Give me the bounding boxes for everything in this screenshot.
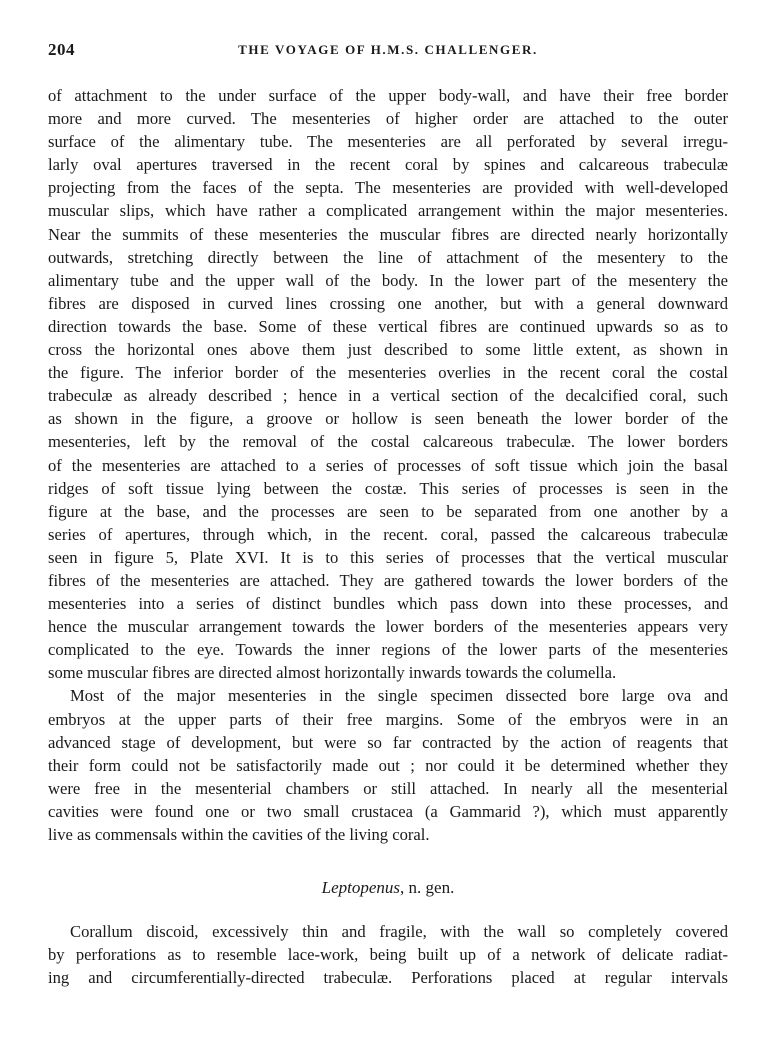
text-line: muscular slips, which have rather a complicated arrangement within the major mesenteries. [48,201,728,221]
text-line: projecting from the faces of the septa. The mesenteries are provided with well-developed [48,178,728,198]
running-title: THE VOYAGE OF H.M.S. CHALLENGER. [238,42,538,57]
text-line: of the mesenteries are attached to a series of processes of soft tissue which join the basal [48,455,728,475]
text-line: larly oval apertures traversed in the recent coral by spines and calcareous trabeculæ [48,155,728,175]
text-line: cavities were found one or two small crustacea (a Gammarid ?), which must apparently [48,801,728,821]
text-line: as shown in the figure, a groove or hollow is seen beneath the lower border of the [48,409,728,429]
text-line: fibres of the mesenteries are attached. They are gathered towards the lower borders of the [48,570,728,590]
genus-heading [48,878,728,898]
text-line: were free in the mesenterial chambers or still attached. In nearly all the mesenterial [48,778,728,798]
text-line: some muscular fibres are directed almost horizontally inwards towards the columella. [48,663,617,683]
running-header [48,40,728,66]
text-line: the figure. The inferior border of the mesenteries overlies in the recent coral the costal [48,363,728,383]
text-line: by perforations as to resemble lace-work, being built up of a network of delicate radiat- [48,945,728,965]
text-line: alimentary tube and the upper wall of the body. In the lower part of the mesentery the [48,270,728,290]
text-line: of attachment to the under surface of the upper body-wall, and have their free border [48,86,728,105]
text-line: advanced stage of development, but were so far contracted by the action of reagents that [48,732,728,752]
text-line: series of apertures, through which, in the recent. coral, passed the calcareous trabeculæ [48,524,728,544]
text-line: mesenteries into a series of distinct bundles which pass down into these processes, and [48,594,728,614]
genus-suffix: , n. gen. [400,878,455,898]
text-line: Corallum discoid, excessively thin and fragile, with the wall so completely covered [70,922,728,942]
text-line: seen in figure 5, Plate XVI. It is to this series of processes that the vertical muscular [48,547,728,567]
paragraph-ova-embryos [48,684,728,846]
text-line: complicated to the eye. Towards the inner regions of the lower parts of the mesenteries [48,640,728,660]
text-line: figure at the base, and the processes are seen to be separated from one another by a [48,501,728,521]
text-line: their form could not be satisfactorily made out ; nor could it be determined whether they [48,755,728,775]
text-line: live as commensals within the cavities of the living coral. [48,825,430,844]
text-line: surface of the alimentary tube. The mesenteries are all perforated by several irregu- [48,132,728,152]
text-line: hence the muscular arrangement towards the lower borders of the mesenteries appears very [48,617,728,637]
text-line: more and more curved. The mesenteries of higher order are attached to the outer [48,109,728,129]
paragraph-mesenteries [48,84,728,684]
document-page [48,40,728,989]
page-number: 204 [48,40,75,59]
text-line: embryos at the upper parts of their free margins. Some of the embryos were in an [48,709,728,729]
text-line: cross the horizontal ones above them just described to some little extent, as shown in [48,340,728,360]
text-line: mesenteries, left by the removal of the costal calcareous trabeculæ. The lower borders [48,432,728,452]
text-line: outwards, stretching directly between the line of attachment of the mesentery to the [48,247,728,267]
text-line: ing and circumferentially-directed trabeculæ. Perforations placed at regular intervals [48,968,728,988]
text-line: trabeculæ as already described ; hence in a vertical section of the decalcified coral, such [48,386,728,406]
text-line: direction towards the base. Some of these vertical fibres are continued upwards so as to [48,316,728,336]
text-line: Near the summits of these mesenteries the muscular fibres are directed nearly horizontally [48,224,728,244]
paragraph-leptopenus-description [48,920,728,989]
text-line: fibres are disposed in curved lines crossing one another, but with a general downward [48,293,728,313]
text-line: ridges of soft tissue lying between the costæ. This series of processes is seen in the [48,478,728,498]
text-line: Most of the major mesenteries in the single specimen dissected bore large ova and [70,686,728,706]
genus-name: Leptopenus [321,878,401,898]
